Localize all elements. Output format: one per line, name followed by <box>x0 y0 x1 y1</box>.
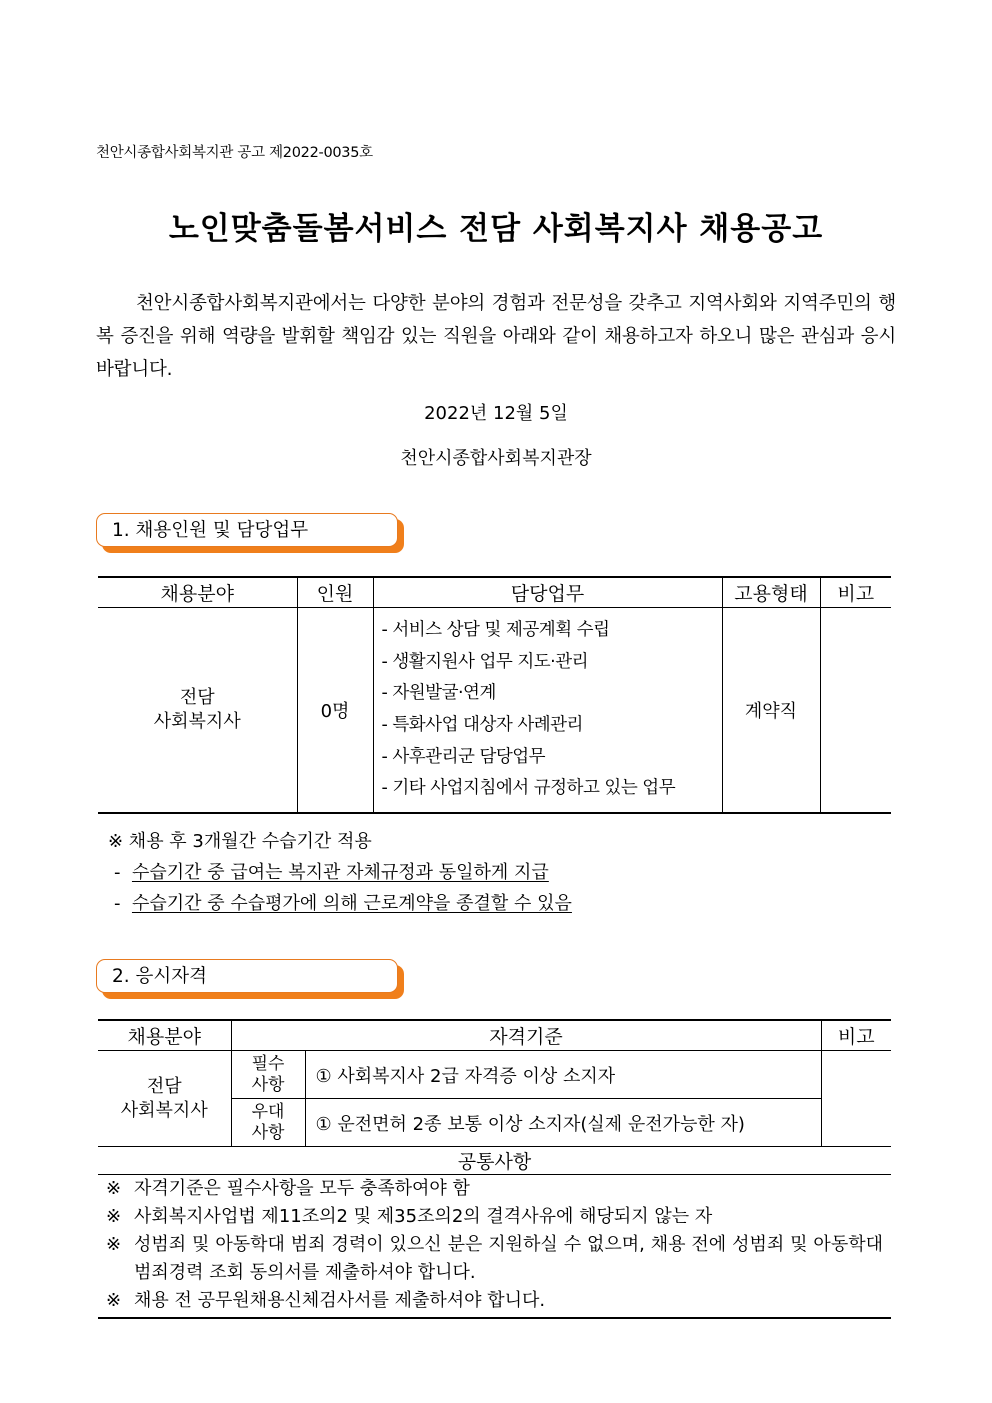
preferred-label <box>231 1099 305 1147</box>
header-field: 채용분야 <box>98 1020 231 1051</box>
preferred-criteria: ① 운전면허 2종 보통 이상 소지자(실제 운전가능한 자) <box>305 1099 821 1147</box>
duties-table <box>98 576 891 814</box>
table-header-row <box>98 577 891 608</box>
remark-cell <box>820 608 891 814</box>
common-notes <box>98 1175 891 1319</box>
section1-heading: 1. 채용인원 및 담당업무 <box>96 513 398 547</box>
notice-date: 2022년 12월 5일 <box>424 403 568 424</box>
field-line2: 사회복지사 <box>120 1099 208 1121</box>
probation-notes <box>108 826 572 919</box>
required-label <box>231 1051 305 1099</box>
issuer-name: 천안시종합사회복지관장 <box>400 448 592 469</box>
employment-type-cell: 계약직 <box>722 608 820 814</box>
common-note <box>106 1175 883 1203</box>
probation-sub1-text: 수습기간 중 급여는 복지관 자체규정과 동일하게 지급 <box>131 862 549 883</box>
probation-note-sub1 <box>108 857 572 888</box>
probation-note-main: ※ 채용 후 3개월간 수습기간 적용 <box>108 831 372 852</box>
probation-note-sub2 <box>108 888 572 919</box>
table-row <box>98 1051 891 1099</box>
count-cell: 0명 <box>297 608 373 814</box>
common-notes-row <box>98 1175 891 1319</box>
note-mark: ※ <box>106 1178 122 1199</box>
required-label-1: 필수 <box>251 1053 285 1074</box>
header-duties: 담당업무 <box>373 577 722 608</box>
common-title-row <box>98 1147 891 1175</box>
common-note-text: 사회복지사업법 제11조의2 및 제35조의2의 결격사유에 해당되지 않는 자 <box>134 1206 713 1227</box>
dash: - <box>114 893 121 914</box>
preferred-label-2: 사항 <box>251 1122 285 1143</box>
page-title: 노인맞춤돌봄서비스 전담 사회복지사 채용공고 <box>168 211 824 247</box>
duty-item: - 서비스 상담 및 제공계획 수립 <box>381 620 610 641</box>
common-note <box>106 1203 883 1231</box>
required-label-2: 사항 <box>251 1074 285 1095</box>
duty-item: - 기타 사업지침에서 규정하고 있는 업무 <box>381 778 676 799</box>
field-line1: 전담 <box>179 687 215 708</box>
preferred-label-1: 우대 <box>251 1101 285 1122</box>
header-count: 인원 <box>297 577 373 608</box>
header-remark: 비고 <box>821 1020 891 1051</box>
intro-paragraph <box>96 287 896 386</box>
common-note-text: 자격기준은 필수사항을 모두 충족하여야 함 <box>134 1178 470 1199</box>
remark-cell <box>821 1051 891 1147</box>
common-note-text: 성범죄 및 아동학대 범죄 경력이 있으신 분은 지원하실 수 없으며, 채용 전에 성범죄 및 아동학대 범죄경력 조회 동의서를 제출하셔야 합니다. <box>134 1234 883 1283</box>
duty-item: - 특화사업 대상자 사례관리 <box>381 715 583 735</box>
table-header-row <box>98 1020 891 1051</box>
note-mark: ※ <box>106 1234 122 1255</box>
probation-sub2-text: 수습기간 중 수습평가에 의해 근로계약을 종결할 수 있음 <box>131 893 572 914</box>
common-title: 공통사항 <box>98 1147 891 1175</box>
field-line1: 전담 <box>146 1075 182 1097</box>
common-note-text: 채용 전 공무원채용신체검사서를 제출하셔야 합니다. <box>134 1290 546 1311</box>
section2-heading: 2. 응시자격 <box>96 959 398 993</box>
note-mark: ※ <box>106 1206 122 1227</box>
duty-item: - 생활지원사 업무 지도·관리 <box>381 651 589 672</box>
header-employment: 고용형태 <box>722 577 820 608</box>
duty-item: - 자원발굴·연계 <box>381 683 496 704</box>
intro-text: 천안시종합사회복지관에서는 다양한 분야의 경험과 전문성을 갖추고 지역사회와 지역주민의 행복 증진을 위해 역량을 발휘할 책임감 있는 직원을 아래와 같이 채용하고자 하오니 많은 관심과 응시 바랍니다. <box>96 293 896 380</box>
common-note <box>106 1287 883 1315</box>
duties-cell <box>373 608 722 814</box>
duty-item: - 사후관리군 담당업무 <box>381 746 546 767</box>
field-line2: 사회복지사 <box>153 711 241 732</box>
note-mark: ※ <box>106 1290 122 1311</box>
common-note <box>106 1231 883 1287</box>
qualification-table <box>98 1019 891 1319</box>
header-remark: 비고 <box>820 577 891 608</box>
header-field: 채용분야 <box>98 577 297 608</box>
field-cell <box>98 608 297 814</box>
header-criteria: 자격기준 <box>231 1020 821 1051</box>
dash: - <box>114 862 121 883</box>
table-row <box>98 608 891 814</box>
field-cell <box>98 1051 231 1147</box>
required-criteria: ① 사회복지사 2급 자격증 이상 소지자 <box>305 1051 821 1099</box>
notice-number: 천안시종합사회복지관 공고 제2022-0035호 <box>96 145 373 161</box>
